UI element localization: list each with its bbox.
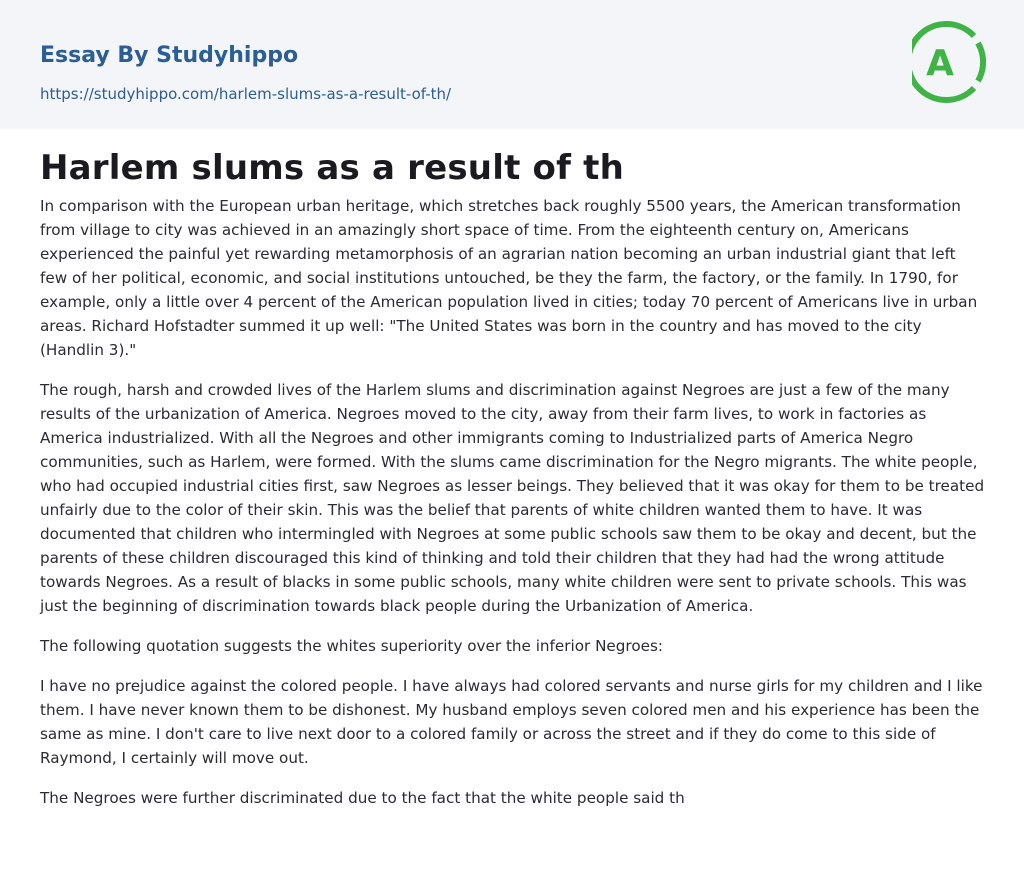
logo-letter: A: [926, 43, 954, 84]
article-title: Harlem slums as a result of th: [40, 148, 624, 188]
article-body: [40, 194, 985, 826]
page-url-link[interactable]: https://studyhippo.com/harlem-slums-as-a-result-of-th/: [40, 85, 452, 103]
studyhippo-logo-icon[interactable]: [912, 19, 986, 105]
quotation-paragraph: I have no prejudice against the colored people. I have always had colored servants and nurse girls for my children and I like them. I have never known them to be dishonest. My husband employs seven colored men and his experience has been the same as mine. I don't care to live next door to a colored family or across the street and if they do come to this side of Raymond, I certainly will move out.: [40, 677, 983, 767]
paragraph: The following quotation suggests the whites superiority over the inferior Negroes:: [40, 637, 663, 655]
logo-ring-right: [978, 43, 983, 81]
paragraph: The rough, harsh and crowded lives of the Harlem slums and discrimination against Negroes are just a few of the many results of the urbanization of America. Negroes moved to the city, away from their farm lives, to work in factories as America industrialized. With all the Negroes and other immigrants coming to Industrialized parts of America Negro communities, such as Harlem, were formed. With the slums came discrimination for the Negro migrants. The white people, who had occupied industrial cities first, saw Negroes as lesser beings. They believed that it was okay for them to be treated unfairly due to the color of their skin. This was the belief that parents of white children wanted them to have. It was documented that children who intermingled with Negroes at some public schools saw them to be okay and decent, but the parents of these children discouraged this kind of thinking and told their children that they had had the wrong attitude towards Negroes. As a result of blacks in some public schools, many white children were sent to private schools. This was just the beginning of discrimination towards black people during the Urbanization of America.: [40, 381, 985, 615]
paragraph: The Negroes were further discriminated due to the fact that the white people said th: [40, 789, 685, 807]
site-brand[interactable]: Essay By Studyhippo: [40, 43, 299, 68]
paragraph: In comparison with the European urban heritage, which stretches back roughly 5500 years, the American transformation from village to city was achieved in an amazingly short space of time. From the eighteenth century on, Americans experienced the painful yet rewarding metamorphosis of an agrarian nation becoming an urban industrial giant that left few of her political, economic, and social institutions untouched, be they the farm, the factory, or the family. In 1790, for example, only a little over 4 percent of the American population lived in cities; today 70 percent of Americans live in urban areas. Richard Hofstadter summed it up well: "The United States was born in the country and has moved to the city (Handlin 3).": [40, 197, 978, 359]
